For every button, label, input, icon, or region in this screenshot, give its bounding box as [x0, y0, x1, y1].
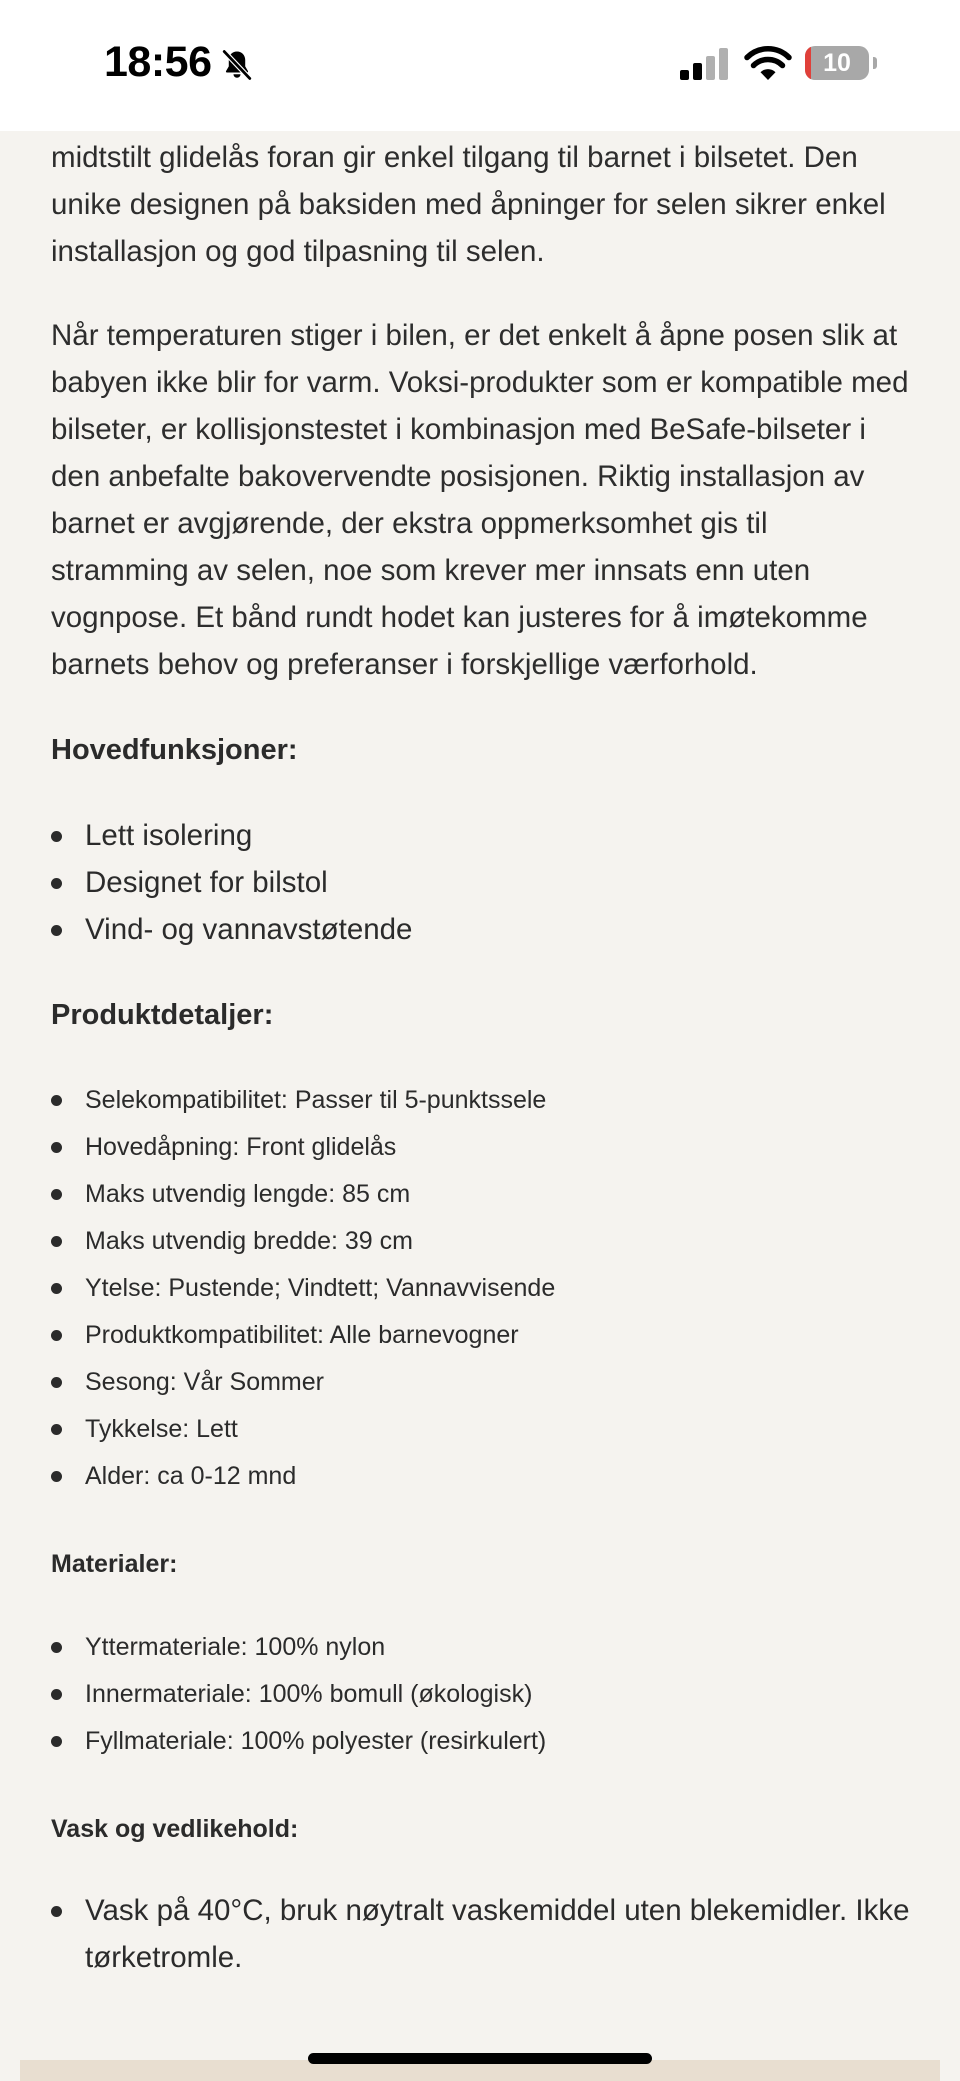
battery-level: 10 [823, 49, 851, 77]
bullet-icon [51, 1095, 62, 1106]
status-bar [0, 0, 960, 131]
feature-text: Designet for bilstol [85, 866, 328, 899]
battery-body [805, 46, 869, 80]
materials-heading: Materialer: [51, 1550, 178, 1578]
feature-text: Lett isolering [85, 819, 253, 852]
feature-text: Vind- og vannavstøtende [85, 913, 413, 946]
battery-nub [873, 57, 877, 69]
bullet-icon [51, 1330, 62, 1341]
bullet-icon [51, 1236, 62, 1247]
bullet-icon [51, 1377, 62, 1388]
bullet-icon [51, 1283, 62, 1294]
list-item [51, 1265, 911, 1312]
list-item [51, 1718, 911, 1765]
bullet-icon [51, 1736, 62, 1747]
bullet-icon [51, 878, 62, 889]
bullet-icon [51, 1906, 62, 1917]
list-item [51, 1359, 911, 1406]
detail-text: Selekompatibilitet: Passer til 5-punktssele [85, 1086, 547, 1114]
detail-text: Tykkelse: Lett [85, 1415, 238, 1443]
detail-text: Alder: ca 0-12 mnd [85, 1462, 297, 1490]
list-item [51, 1453, 911, 1500]
bullet-icon [51, 1471, 62, 1482]
care-text: Vask på 40°C, bruk nøytralt vaskemiddel uten blekemidler. Ikke tørketromle. [85, 1894, 910, 1974]
detail-text: Produktkompatibilitet: Alle barnevogner [85, 1321, 519, 1349]
second-paragraph: Når temperaturen stiger i bilen, er det enkelt å åpne posen slik at babyen ikke blir for varm. Voksi-produkter som er kompatible med bilseter, er kollisjonstestet i kombinasjon med BeSafe-bilseter i den anbefalte bakovervendte posisjonen. Riktig installasjon av barnet er avgjørende, der ekstra oppmerksomhet gis til stramming av selen, noe som krever mer innsats enn uten vognpose. Et bånd rundt hodet kan justeres for å imøtekomme barnets behov og preferanser i forskjellige værforhold. [51, 319, 909, 681]
bell-slash-icon [220, 48, 254, 82]
material-text: Yttermateriale: 100% nylon [85, 1633, 386, 1661]
list-item [51, 859, 911, 906]
intro-paragraph: midtstilt glidelås foran gir enkel tilgang til barnet i bilsetet. Den unike designen på baksiden med åpninger for selen sikrer enkel installasjon og god tilpasning til selen. [51, 141, 886, 268]
list-item [51, 1671, 911, 1718]
care-list [51, 1887, 911, 1981]
list-item [51, 812, 911, 859]
list-item [51, 1171, 911, 1218]
bullet-icon [51, 1424, 62, 1435]
list-item [51, 1406, 911, 1453]
bullet-icon [51, 831, 62, 842]
detail-text: Maks utvendig bredde: 39 cm [85, 1227, 413, 1255]
status-time: 18:56 [104, 38, 212, 86]
bullet-icon [51, 925, 62, 936]
detail-text: Ytelse: Pustende; Vindtett; Vannavvisende [85, 1274, 556, 1302]
home-indicator[interactable] [308, 2053, 652, 2064]
details-heading: Produktdetaljer: [51, 999, 274, 1031]
signal-icon [680, 48, 730, 80]
list-item [51, 1077, 911, 1124]
list-item [51, 1218, 911, 1265]
list-item [51, 1887, 911, 1981]
materials-list [51, 1624, 911, 1765]
list-item [51, 1124, 911, 1171]
list-item [51, 1624, 911, 1671]
material-text: Innermateriale: 100% bomull (økologisk) [85, 1680, 533, 1708]
detail-text: Hovedåpning: Front glidelås [85, 1133, 397, 1161]
material-text: Fyllmateriale: 100% polyester (resirkulert) [85, 1727, 547, 1755]
features-heading: Hovedfunksjoner: [51, 734, 298, 766]
battery-icon [805, 46, 871, 80]
features-list [51, 812, 911, 953]
bullet-icon [51, 1142, 62, 1153]
bullet-icon [51, 1642, 62, 1653]
wifi-icon [744, 44, 792, 80]
bullet-icon [51, 1689, 62, 1700]
care-heading: Vask og vedlikehold: [51, 1815, 299, 1843]
details-list [51, 1077, 911, 1500]
detail-text: Maks utvendig lengde: 85 cm [85, 1180, 411, 1208]
list-item [51, 1312, 911, 1359]
article-content [51, 131, 911, 1981]
bullet-icon [51, 1189, 62, 1200]
detail-text: Sesong: Vår Sommer [85, 1368, 324, 1396]
list-item [51, 906, 911, 953]
